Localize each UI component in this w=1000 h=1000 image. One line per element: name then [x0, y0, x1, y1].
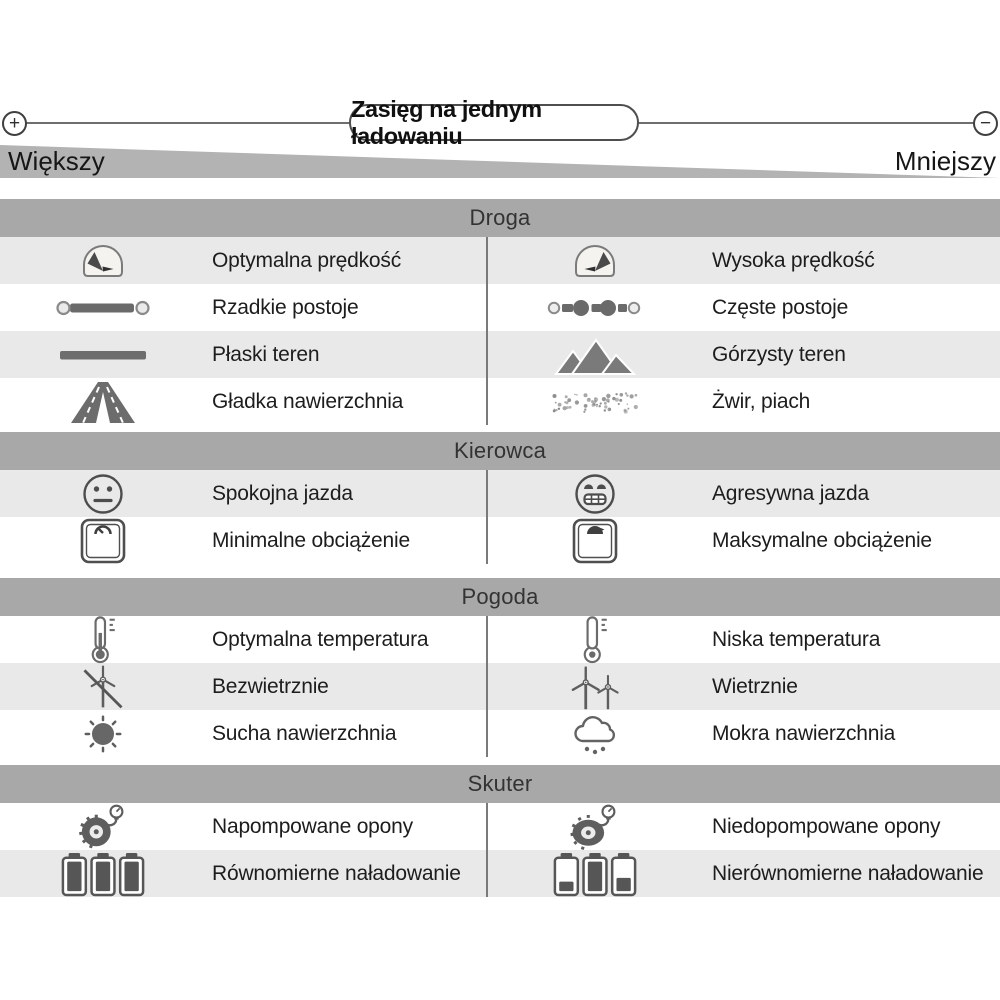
section-pogoda — [0, 578, 1000, 757]
factor-cell-positive — [0, 616, 486, 663]
factor-row — [0, 710, 1000, 757]
factor-cell-negative — [486, 663, 1000, 710]
icon-cell — [28, 243, 178, 279]
factor-cell-negative — [486, 710, 1000, 757]
icon-cell — [520, 334, 670, 376]
factor-row — [0, 517, 1000, 564]
factor-cell-negative — [486, 470, 1000, 517]
factor-label: Napompowane opony — [212, 814, 413, 838]
road-few-stops-icon — [55, 294, 151, 322]
factor-row — [0, 331, 1000, 378]
factors-table — [0, 199, 1000, 897]
inflated-tire-icon — [76, 803, 130, 851]
factor-label: Bezwietrznie — [212, 674, 329, 698]
icon-cell — [28, 379, 178, 425]
section-header — [0, 199, 1000, 237]
aggressive-face-icon — [572, 471, 618, 517]
icon-cell — [520, 803, 670, 851]
page-title: Zasięg na jednym ładowaniu — [351, 95, 542, 149]
flat-terrain-icon — [57, 349, 149, 361]
factor-row — [0, 378, 1000, 425]
factor-row — [0, 850, 1000, 897]
sun-icon — [80, 711, 126, 757]
factor-label: Spokojna jazda — [212, 481, 353, 505]
factor-label: Równomierne naładowanie — [212, 861, 461, 885]
icon-cell — [28, 850, 178, 898]
smaller-label: Mniejszy — [894, 146, 996, 176]
factor-label: Optymalna prędkość — [212, 248, 401, 272]
factor-cell-negative — [486, 237, 1000, 284]
icon-cell — [28, 471, 178, 517]
icon-cell — [28, 294, 178, 322]
wind-turbines-icon — [566, 662, 624, 712]
icon-cell — [520, 294, 670, 322]
factor-label: Sucha nawierzchnia — [212, 721, 397, 745]
icon-cell — [520, 662, 670, 712]
range-axis — [0, 0, 1000, 199]
icon-cell — [28, 517, 178, 565]
factor-cell-negative — [486, 284, 1000, 331]
factor-label: Częste postoje — [712, 295, 849, 319]
uneven-charge-batteries-icon — [553, 850, 637, 898]
underinflated-tire-icon — [568, 803, 622, 851]
factor-cell-positive — [0, 850, 486, 897]
factor-cell-negative — [486, 331, 1000, 378]
factor-cell-negative — [486, 803, 1000, 850]
icon-cell — [28, 803, 178, 851]
factor-cell-negative — [486, 517, 1000, 564]
section-header — [0, 765, 1000, 803]
factor-cell-positive — [0, 663, 486, 710]
factor-label: Rzadkie postoje — [212, 295, 359, 319]
section-droga — [0, 199, 1000, 425]
section-header — [0, 432, 1000, 470]
factor-cell-negative — [486, 616, 1000, 663]
factor-row — [0, 470, 1000, 517]
icon-cell — [520, 850, 670, 898]
section-title: Droga — [469, 205, 531, 230]
mountains-icon — [554, 334, 636, 376]
plus-symbol: + — [8, 113, 21, 134]
section-kierowca — [0, 432, 1000, 564]
factor-row — [0, 237, 1000, 284]
factor-label: Niska temperatura — [712, 627, 881, 651]
factor-cell-positive — [0, 237, 486, 284]
road-many-stops-icon — [547, 294, 643, 322]
factor-cell-positive — [0, 710, 486, 757]
gravel-icon — [548, 386, 642, 418]
minus-icon — [973, 111, 998, 136]
scale-min-load-icon — [79, 517, 127, 565]
icon-cell — [520, 517, 670, 565]
even-charge-batteries-icon — [61, 850, 145, 898]
factor-label: Wysoka prędkość — [712, 248, 875, 272]
factor-label: Maksymalne obciążenie — [712, 528, 932, 552]
section-skuter — [0, 765, 1000, 897]
factor-row — [0, 803, 1000, 850]
section-title: Pogoda — [461, 584, 539, 609]
factor-cell-positive — [0, 517, 486, 564]
factor-row — [0, 616, 1000, 663]
minus-symbol: − — [979, 113, 992, 134]
section-title: Skuter — [467, 771, 533, 796]
factor-label: Wietrznie — [712, 674, 798, 698]
speedometer-high-icon — [572, 243, 618, 279]
factor-label: Nierównomierne naładowanie — [712, 861, 984, 885]
plus-icon — [2, 111, 27, 136]
factor-label: Płaski teren — [212, 342, 320, 366]
icon-cell — [28, 711, 178, 757]
factor-label: Gładka nawierzchnia — [212, 389, 404, 413]
factor-cell-negative — [486, 850, 1000, 897]
factor-row — [0, 663, 1000, 710]
smooth-road-icon — [69, 379, 137, 425]
icon-cell — [28, 615, 178, 664]
speedometer-optimal-icon — [80, 243, 126, 279]
bigger-label: Większy — [8, 146, 105, 176]
factor-cell-positive — [0, 284, 486, 331]
factor-cell-negative — [486, 378, 1000, 425]
section-header — [0, 578, 1000, 616]
factor-label: Niedopompowane opony — [712, 814, 941, 838]
icon-cell — [520, 615, 670, 664]
icon-cell — [520, 711, 670, 757]
factor-row — [0, 284, 1000, 331]
factor-cell-positive — [0, 378, 486, 425]
icon-cell — [28, 349, 178, 361]
thermometer-low-icon — [579, 615, 611, 664]
icon-cell — [520, 471, 670, 517]
factor-cell-positive — [0, 803, 486, 850]
no-wind-icon — [78, 662, 128, 712]
factor-label: Minimalne obciążenie — [212, 528, 410, 552]
factor-cell-positive — [0, 331, 486, 378]
icon-cell — [28, 662, 178, 712]
section-title: Kierowca — [453, 438, 547, 463]
factor-label: Górzysty teren — [712, 342, 846, 366]
rain-cloud-icon — [569, 711, 621, 757]
factor-label: Mokra nawierzchnia — [712, 721, 896, 745]
icon-cell — [520, 386, 670, 418]
title-pill — [349, 95, 639, 149]
icon-cell — [520, 243, 670, 279]
thermometer-optimal-icon — [87, 615, 119, 664]
factor-label: Żwir, piach — [712, 389, 811, 413]
factor-label: Optymalna temperatura — [212, 627, 429, 651]
factor-label: Agresywna jazda — [712, 481, 869, 505]
calm-face-icon — [80, 471, 126, 517]
scale-max-load-icon — [571, 517, 619, 565]
factor-cell-positive — [0, 470, 486, 517]
